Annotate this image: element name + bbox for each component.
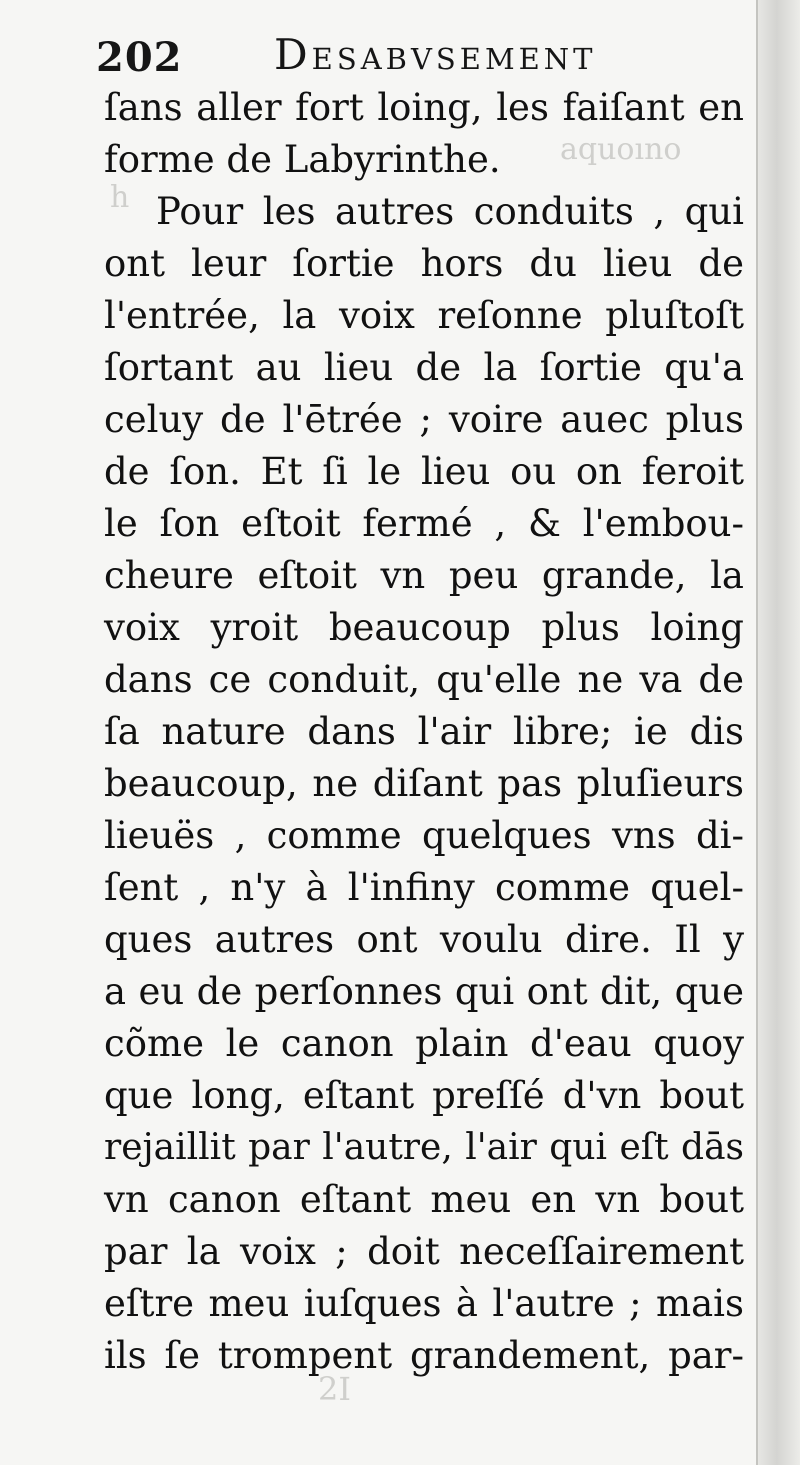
text-line: celuy de l'ētrée ; voire auec plus <box>104 398 744 441</box>
text-line: de ſon. Et ſi le lieu ou on feroit <box>104 450 744 493</box>
text-line: eſtre meu iuſques à l'autre ; mais <box>104 1282 744 1325</box>
text-line: rejaillit par l'autre, l'air qui eſt dās <box>104 1127 744 1168</box>
page-gutter <box>756 0 800 1465</box>
text-line: ques autres ont voulu dire. Il y <box>104 918 744 961</box>
text-line: le ſon eſtoit fermé , & l'embou- <box>104 502 744 545</box>
text-line: dans ce conduit, qu'elle ne va de <box>104 658 744 701</box>
text-line: que long, eſtant preſſé d'vn bout <box>104 1074 744 1117</box>
text-line: lieuës , comme quelques vns di- <box>104 814 744 857</box>
text-line: l'entrée, la voix reſonne pluſtoſt <box>104 294 744 337</box>
text-line: ſortant au lieu de la ſortie qu'a <box>104 346 744 389</box>
text-line: ſans aller fort loing, les faiſant en <box>104 86 744 129</box>
text-line: cõme le canon plain d'eau quoy <box>104 1022 744 1065</box>
text-line: cheure eſtoit vn peu grande, la <box>104 554 744 597</box>
text-line: beaucoup, ne diſant pas pluſieurs <box>104 762 744 805</box>
text-line: forme de Labyrinthe. <box>104 138 501 181</box>
text-line: ils ſe trompent grandement, par- <box>104 1334 744 1377</box>
running-head: Desabvsement <box>274 30 597 79</box>
show-through-text: aquoıno <box>560 132 682 167</box>
text-line: voix yroit beaucoup plus loing <box>104 606 744 649</box>
body-text <box>104 80 744 1380</box>
text-line: Pour les autres conduits , qui <box>156 190 744 233</box>
show-through-text: h <box>110 180 130 215</box>
page-header <box>96 20 756 80</box>
show-through-text: 2I <box>318 1370 351 1408</box>
text-line: ſa nature dans l'air libre; ie dis <box>104 710 744 753</box>
text-line: ſent , n'y à l'infiny comme quel- <box>104 866 744 909</box>
page-number: 202 <box>96 34 183 81</box>
text-line: par la voix ; doit neceſſairement <box>104 1230 744 1273</box>
text-line: a eu de perſonnes qui ont dit, que <box>104 970 744 1013</box>
text-line: vn canon eſtant meu en vn bout <box>104 1178 744 1221</box>
text-line: ont leur ſortie hors du lieu de <box>104 242 744 285</box>
